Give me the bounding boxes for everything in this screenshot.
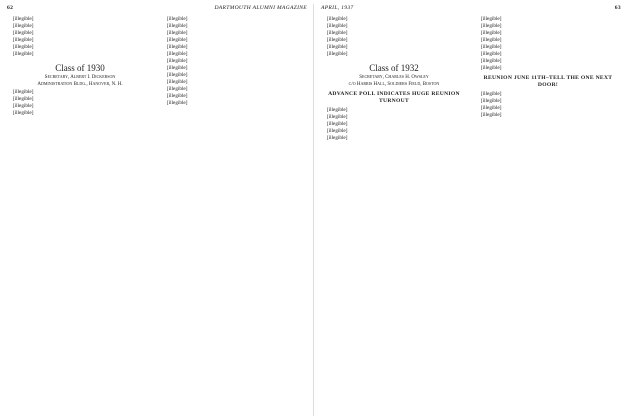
secretary-line: Administration Bldg., Hanover, N. H.: [37, 81, 123, 87]
column-paragraph: [illegible]: [13, 44, 34, 50]
column-paragraph: [illegible]: [13, 88, 34, 95]
left-page: [7, 5, 307, 415]
column-paragraph: [illegible]: [167, 37, 188, 43]
secretary-line: c/o Harris Hall, Soldiers Field, Boston: [348, 81, 440, 87]
column-paragraph: [illegible]: [167, 72, 188, 78]
column-paragraph: [illegible]: [167, 30, 188, 36]
column-paragraph: [illegible]: [13, 30, 34, 36]
right-page-header: [321, 5, 621, 14]
column-paragraph: [illegible]: [167, 44, 188, 50]
column-paragraph: [illegible]: [167, 93, 188, 99]
column-paragraph: [illegible]: [481, 104, 502, 111]
column-paragraph: [illegible]: [167, 65, 188, 71]
column-paragraph: [illegible]: [481, 90, 502, 97]
column-paragraph: [illegible]: [481, 58, 502, 64]
column-paragraph: [illegible]: [13, 95, 34, 102]
secretary-line: Secretary, Charles H. Owsley: [359, 74, 429, 80]
column-paragraph: [illegible]: [13, 23, 34, 29]
text-column: [7, 16, 153, 415]
right-page-columns: [321, 16, 621, 415]
column-paragraph: [illegible]: [327, 127, 348, 134]
news-subhead: ADVANCE POLL INDICATES HUGE REUNION TURNOUT: [328, 90, 460, 104]
column-paragraph: [illegible]: [327, 37, 348, 43]
column-paragraph: [illegible]: [327, 51, 348, 57]
right-page: [321, 5, 621, 415]
column-paragraph: [illegible]: [327, 30, 348, 36]
column-paragraph: [illegible]: [327, 120, 348, 127]
column-paragraph: [illegible]: [481, 51, 502, 57]
class-heading: Class of 1930: [55, 62, 105, 73]
column-paragraph: [illegible]: [481, 30, 502, 36]
running-head: APRIL, 1937: [321, 5, 354, 11]
page-gutter: [313, 4, 314, 416]
secretary-line: Secretary, Albert I. Dickerson: [44, 74, 116, 80]
column-paragraph: [illegible]: [481, 16, 502, 22]
column-paragraph: [illegible]: [13, 51, 34, 57]
column-paragraph: [illegible]: [167, 79, 188, 85]
column-paragraph: [illegible]: [481, 65, 502, 71]
column-paragraph: [illegible]: [327, 134, 348, 141]
running-head: DARTMOUTH ALUMNI MAGAZINE: [214, 5, 307, 11]
column-paragraph: [illegible]: [13, 16, 34, 22]
left-page-header: [7, 5, 307, 14]
column-paragraph: [illegible]: [167, 86, 188, 92]
page-number: 63: [614, 5, 621, 11]
column-paragraph: [illegible]: [481, 44, 502, 50]
text-column: [321, 16, 467, 415]
column-paragraph: [illegible]: [481, 37, 502, 43]
column-paragraph: [illegible]: [327, 106, 348, 113]
column-paragraph: [illegible]: [167, 23, 188, 29]
column-paragraph: [illegible]: [327, 16, 348, 22]
column-paragraph: [illegible]: [327, 44, 348, 50]
column-paragraph: [illegible]: [327, 113, 348, 120]
column-paragraph: [illegible]: [13, 37, 34, 43]
column-paragraph: [illegible]: [167, 16, 188, 22]
class-heading: Class of 1932: [369, 62, 419, 73]
column-paragraph: [illegible]: [13, 109, 34, 116]
column-paragraph: [illegible]: [167, 58, 188, 64]
column-paragraph: [illegible]: [327, 23, 348, 29]
column-paragraph: [illegible]: [481, 97, 502, 104]
text-column: [161, 16, 307, 415]
column-paragraph: [illegible]: [13, 102, 34, 109]
column-paragraph: [illegible]: [481, 23, 502, 29]
column-paragraph: [illegible]: [167, 100, 188, 106]
column-paragraph: [illegible]: [167, 51, 188, 57]
news-subhead: REUNION JUNE 11TH–TELL THE ONE NEXT DOOR!: [483, 74, 613, 88]
page-number: 62: [7, 5, 14, 11]
left-page-columns: [7, 16, 307, 415]
column-paragraph: [illegible]: [481, 111, 502, 118]
text-column: [475, 16, 621, 415]
